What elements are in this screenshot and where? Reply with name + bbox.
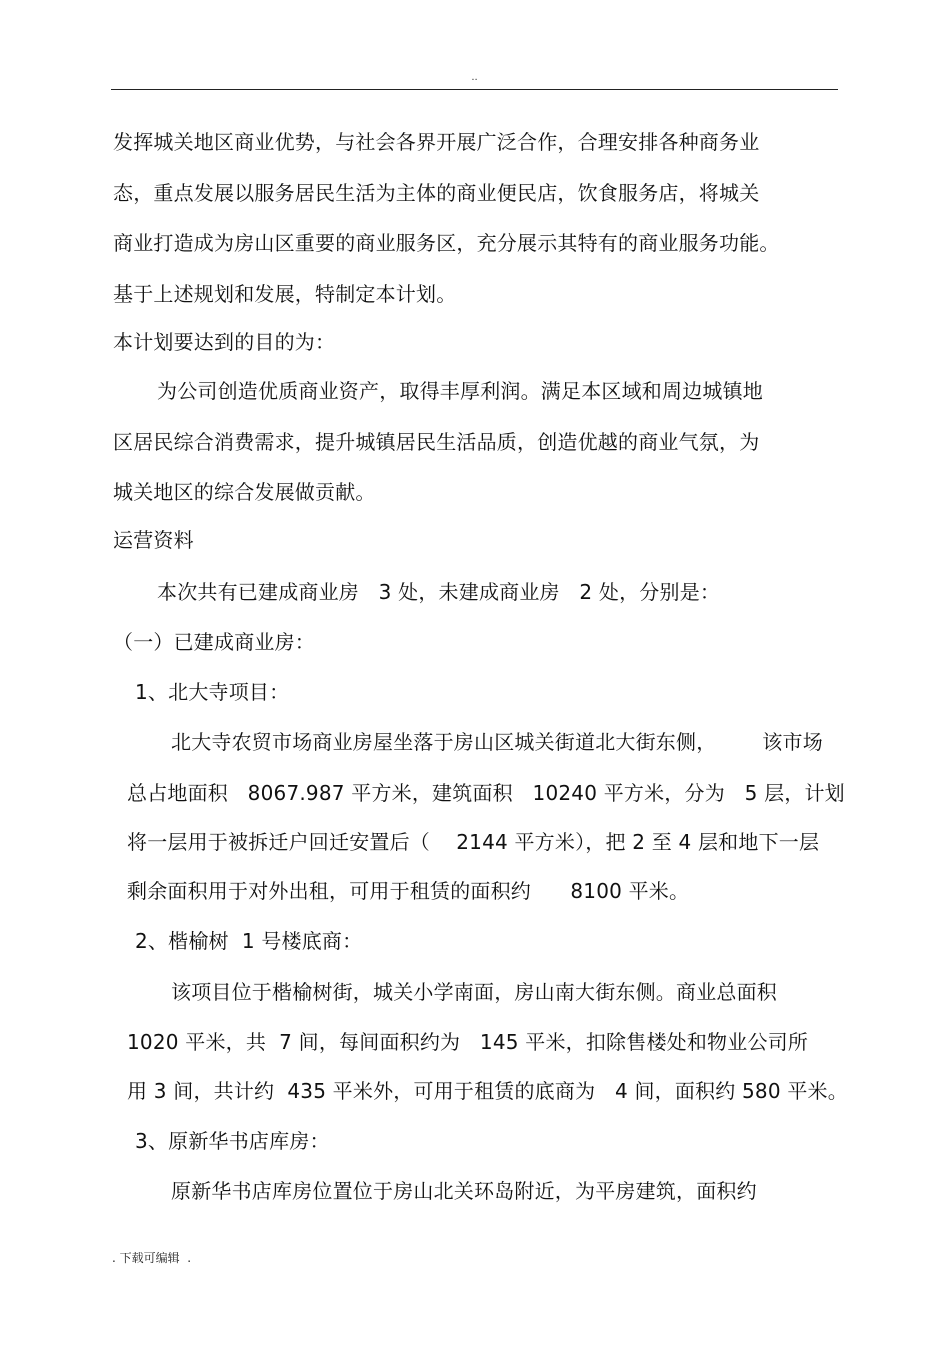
section-heading: 运营资料 <box>113 528 194 552</box>
paragraph-line: 城关地区的综合发展做贡献。 <box>113 480 376 504</box>
paragraph-line: 本计划要达到的目的为： <box>113 330 336 354</box>
paragraph-line: 商业打造成为房山区重要的商业服务区，充分展示其特有的商业服务功能。 <box>113 231 780 255</box>
paragraph-line: 剩余面积用于对外出租，可用于租赁的面积约 8100 平米。 <box>127 879 690 903</box>
paragraph-line: 1020 平米，共 7 间，每间面积约为 145 平米，扣除售楼处和物业公司所 <box>127 1030 809 1054</box>
item-heading: 2、楷榆树 1 号楼底商： <box>135 929 363 953</box>
paragraph-line: 将一层用于被拆迁户回迁安置后（ 2144 平方米），把 2 至 4 层和地下一层 <box>127 830 820 854</box>
paragraph-line: 原新华书店库房位置位于房山北关环岛附近，为平房建筑，面积约 <box>171 1179 757 1203</box>
paragraph-line: 区居民综合消费需求，提升城镇居民生活品质，创造优越的商业气氛，为 <box>113 430 760 454</box>
paragraph-line: 基于上述规划和发展，特制定本计划。 <box>113 282 457 306</box>
paragraph-line: 发挥城关地区商业优势，与社会各界开展广泛合作，合理安排各种商务业 <box>113 130 760 154</box>
paragraph-line: 为公司创造优质商业资产，取得丰厚利润。满足本区域和周边城镇地 <box>157 379 763 403</box>
paragraph-line: 北大寺农贸市场商业房屋坐落于房山区城关街道北大街东侧， 该市场 <box>171 730 823 754</box>
page-footer: . 下载可编辑 . <box>112 1251 192 1265</box>
paragraph-line: 态，重点发展以服务居民生活为主体的商业便民店，饮食服务店，将城关 <box>113 181 760 205</box>
paragraph-line: 用 3 间，共计约 435 平米外，可用于租赁的底商为 4 间，面积约 580 平米。 <box>127 1079 848 1103</box>
header-mark: .. <box>471 72 478 83</box>
paragraph-line: 该项目位于楷榆树街，城关小学南面，房山南大街东侧。商业总面积 <box>171 980 777 1004</box>
page-header <box>111 70 838 90</box>
paragraph-line: 总占地面积 8067.987 平方米，建筑面积 10240 平方米，分为 5 层，计划 <box>127 781 845 805</box>
item-heading: 3、原新华书店库房： <box>135 1129 330 1153</box>
item-heading: 1、北大寺项目： <box>135 680 290 704</box>
subsection-heading: （一）已建成商业房： <box>113 630 315 654</box>
paragraph-line: 本次共有已建成商业房 3 处，未建成商业房 2 处，分别是： <box>157 580 721 604</box>
